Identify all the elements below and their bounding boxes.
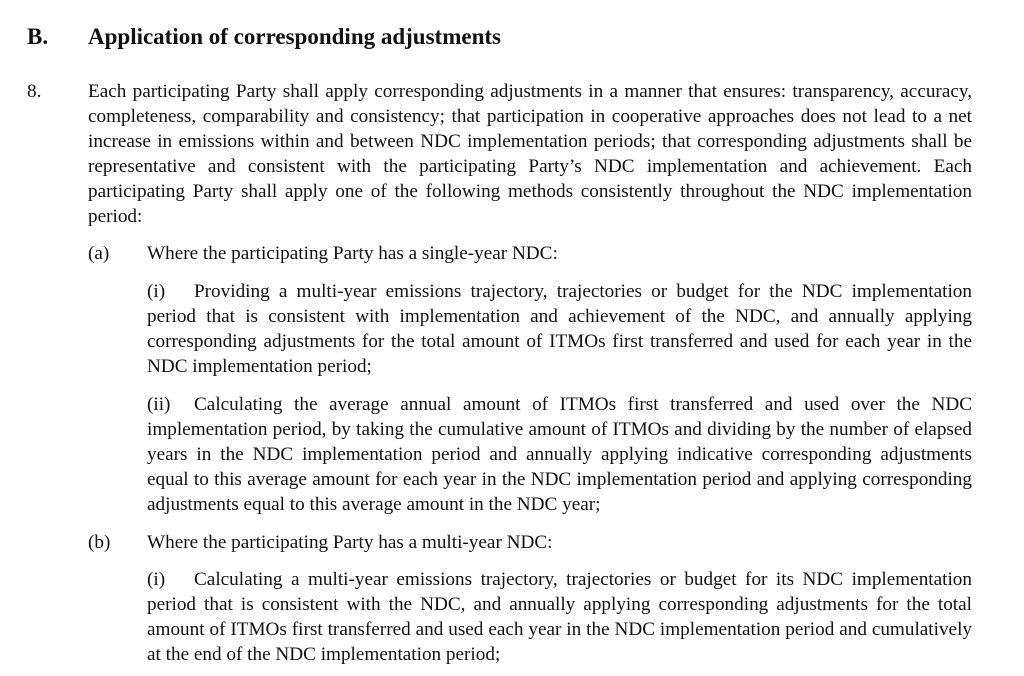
item-a-ii (147, 392, 972, 517)
item-a-i-text: Providing a multi-year emissions trajectory, trajectories or budget for the NDC implementation period that is consistent with implementation and achievement of the NDC, and annually applying corresponding adjustments for the total amount of ITMOs first transferred and used for each year in the NDC implementation period; (147, 281, 972, 377)
paragraph-text: Each participating Party shall apply corresponding adjustments in a manner that ensures: transparency, accuracy, completeness, comparability and consistency; that participation in cooperative approaches does not lead to a net increase in emissions within and between NDC implementation periods; that corresponding adjustments shall be representative and consistent with the participating Party’s NDC implementation and achievement. Each participating Party shall apply one of the following methods consistently throughout the NDC implementation period: (88, 81, 972, 227)
subparagraph-a-title: Where the participating Party has a single-year NDC: (147, 243, 558, 264)
item-a-ii-text: Calculating the average annual amount of ITMOs first transferred and used over the NDC implementation period, by taking the cumulative amount of ITMOs and dividing by the number of elapsed years in the NDC implementation period and annually applying indicative corresponding adjustments equal to this average amount for each year in the NDC implementation period and applying corresponding adjustments equal to this average amount in the NDC year; (147, 394, 972, 515)
section-title: Application of corresponding adjustments (88, 24, 501, 49)
item-b-i-text: Calculating a multi-year emissions trajectory, trajectories or budget for its NDC implementation period that is consistent with the NDC, and annually applying corresponding adjustments for the total amount of ITMOs first transferred and used each year in the NDC implementation period and cumulatively at the end of the NDC implementation period; (147, 569, 972, 665)
item-a-ii-label: (ii) (147, 394, 171, 415)
subparagraph-b-title: Where the participating Party has a multi-year NDC: (147, 532, 553, 553)
item-a-i (147, 279, 972, 379)
subparagraph-a-label: (a) (88, 243, 110, 264)
subparagraph-b-label: (b) (88, 532, 111, 553)
item-a-i-label: (i) (147, 281, 166, 302)
section-number: B. (27, 24, 49, 49)
item-b-i (147, 567, 972, 667)
item-b-i-label: (i) (147, 569, 166, 590)
paragraph-number: 8. (27, 81, 42, 102)
